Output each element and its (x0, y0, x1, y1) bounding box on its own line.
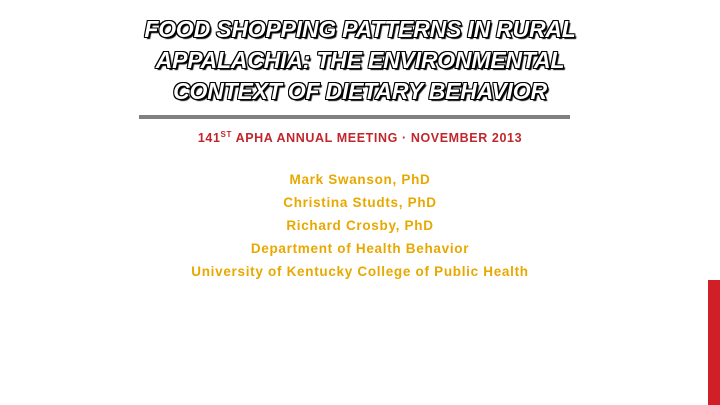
department: Department of Health Behavior (250, 241, 470, 256)
subtitle-ordinal: 141 (197, 131, 221, 145)
accent-bar (708, 280, 720, 405)
title-line-1: FOOD SHOPPING PATTERNS IN RURAL (144, 16, 576, 42)
title-divider (139, 115, 570, 119)
author-1: Mark Swanson, PhD (289, 172, 431, 187)
slide-subtitle (90, 130, 630, 145)
author-block (60, 168, 660, 283)
title-line-3: CONTEXT OF DIETARY BEHAVIOR (173, 78, 547, 104)
author-2: Christina Studts, PhD (283, 195, 437, 210)
institution: University of Kentucky College of Public Health (191, 264, 529, 279)
subtitle-text: APHA ANNUAL MEETING · NOVEMBER 2013 (231, 131, 523, 145)
title-line-2: APPALACHIA: THE ENVIRONMENTAL (155, 47, 565, 73)
slide-title (90, 14, 630, 107)
author-3: Richard Crosby, PhD (286, 218, 434, 233)
subtitle-ordinal-suffix: ST (220, 130, 232, 139)
